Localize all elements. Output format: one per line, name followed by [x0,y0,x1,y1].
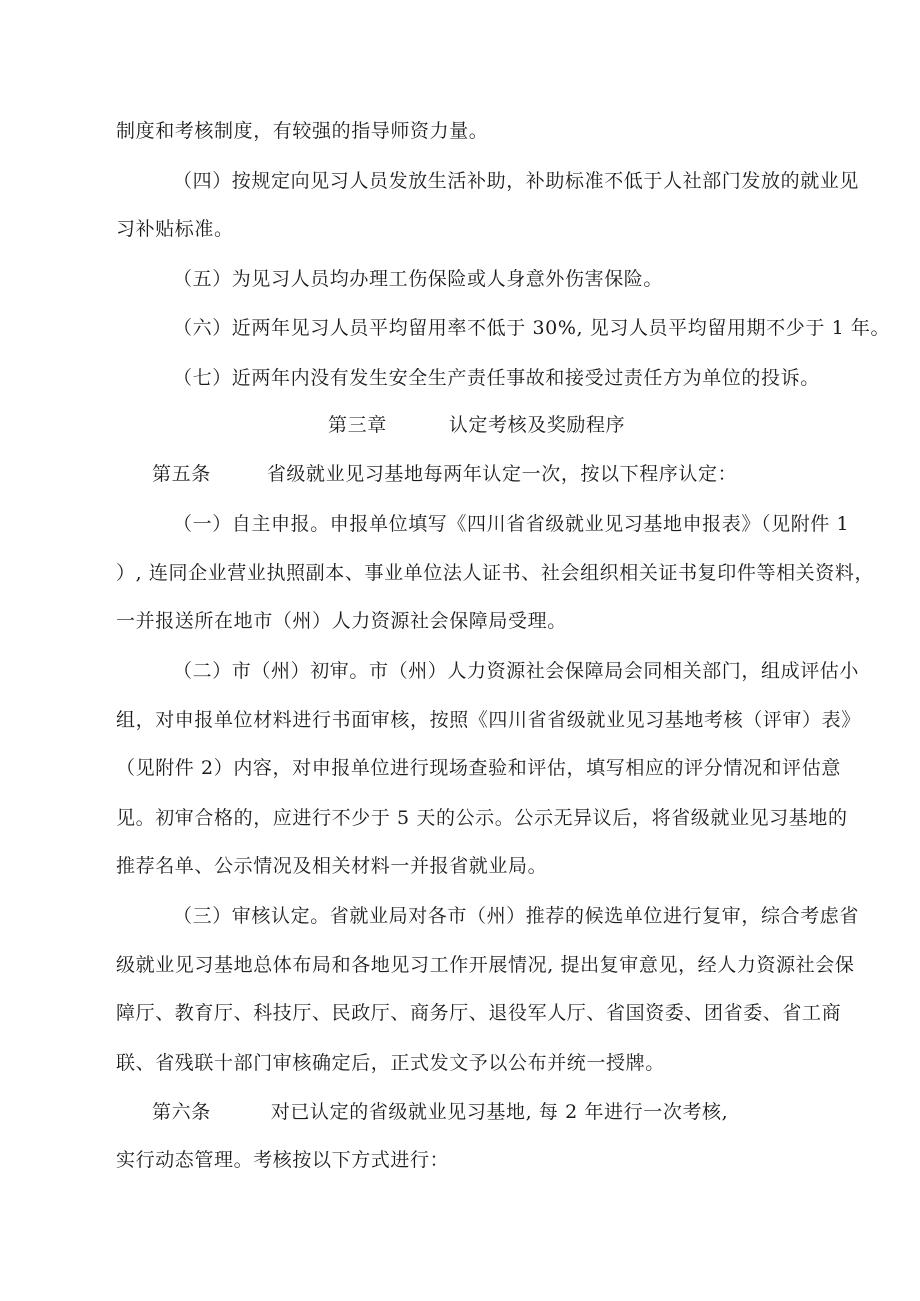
paragraph-line: 障厅、教育厅、科技厅、民政厅、商务厅、退役军人厅、省国资委、团省委、省工商 [116,1002,842,1024]
paragraph-line: ）, 连同企业营业执照副本、事业单位法人证书、社会组织相关证书复印件等相关资料， [116,562,875,584]
paragraph-line: （一）自主申报。申报单位填写《四川省省级就业见习基地申报表》（见附件 1 [173,513,850,535]
paragraph-line: （二）市（州）初审。市（州）人力资源社会保障局会同相关部门，组成评估小 [173,660,860,682]
article-text: 省级就业见习基地每两年认定一次，按以下程序认定： [266,463,738,485]
article-number: 第六条 [152,1101,211,1123]
paragraph-line: 实行动态管理。考核按以下方式进行： [116,1149,450,1171]
paragraph-line: 级就业见习基地总体布局和各地见习工作开展情况, 提出复审意见，经人力资源社会保 [116,954,855,976]
paragraph-line: 组，对申报单位材料进行书面审核，按照《四川省省级就业见习基地考核（评审）表》 [116,709,861,731]
chapter-number: 第三章 [328,414,387,436]
chapter-title: 认定考核及奖励程序 [448,414,626,436]
chapter-heading [328,413,625,437]
paragraph-line: （五）为见习人员均办理工伤保险或人身意外伤害保险。 [173,268,664,290]
article-number: 第五条 [152,463,211,485]
paragraph-line: 见。初审合格的，应进行不少于 5 天的公示。公示无异议后，将省级就业见习基地的 [116,807,848,829]
paragraph-line: 习补贴标准。 [116,218,234,240]
paragraph-line: 联、省残联十部门审核确定后，正式发文予以公布并统一授牌。 [116,1052,665,1074]
paragraph-line: 一并报送所在地市（州）人力资源社会保障局受理。 [116,610,567,632]
paragraph-line: 推荐名单、公示情况及相关材料一并报省就业局。 [116,855,548,877]
article-text: 对已认定的省级就业见习基地, 每 2 年进行一次考核, [270,1101,729,1123]
paragraph-line: 制度和考核制度，有较强的指导师资力量。 [116,120,489,142]
paragraph-line: （六）近两年见习人员平均留用率不低于 30%, 见习人员平均留用期不少于 1 年。 [173,317,891,339]
paragraph-line: （三）审核认定。省就业局对各市（州）推荐的候选单位进行复审，综合考虑省 [173,905,860,927]
article-6 [152,1100,728,1124]
paragraph-line: （七）近两年内没有发生安全生产责任事故和接受过责任方为单位的投诉。 [173,367,820,389]
paragraph-line: （见附件 2）内容，对申报单位进行现场查验和评估，填写相应的评分情况和评估意 [116,757,841,779]
article-5 [152,462,737,486]
paragraph-line: （四）按规定向见习人员发放生活补助，补助标准不低于人社部门发放的就业见 [173,170,860,192]
